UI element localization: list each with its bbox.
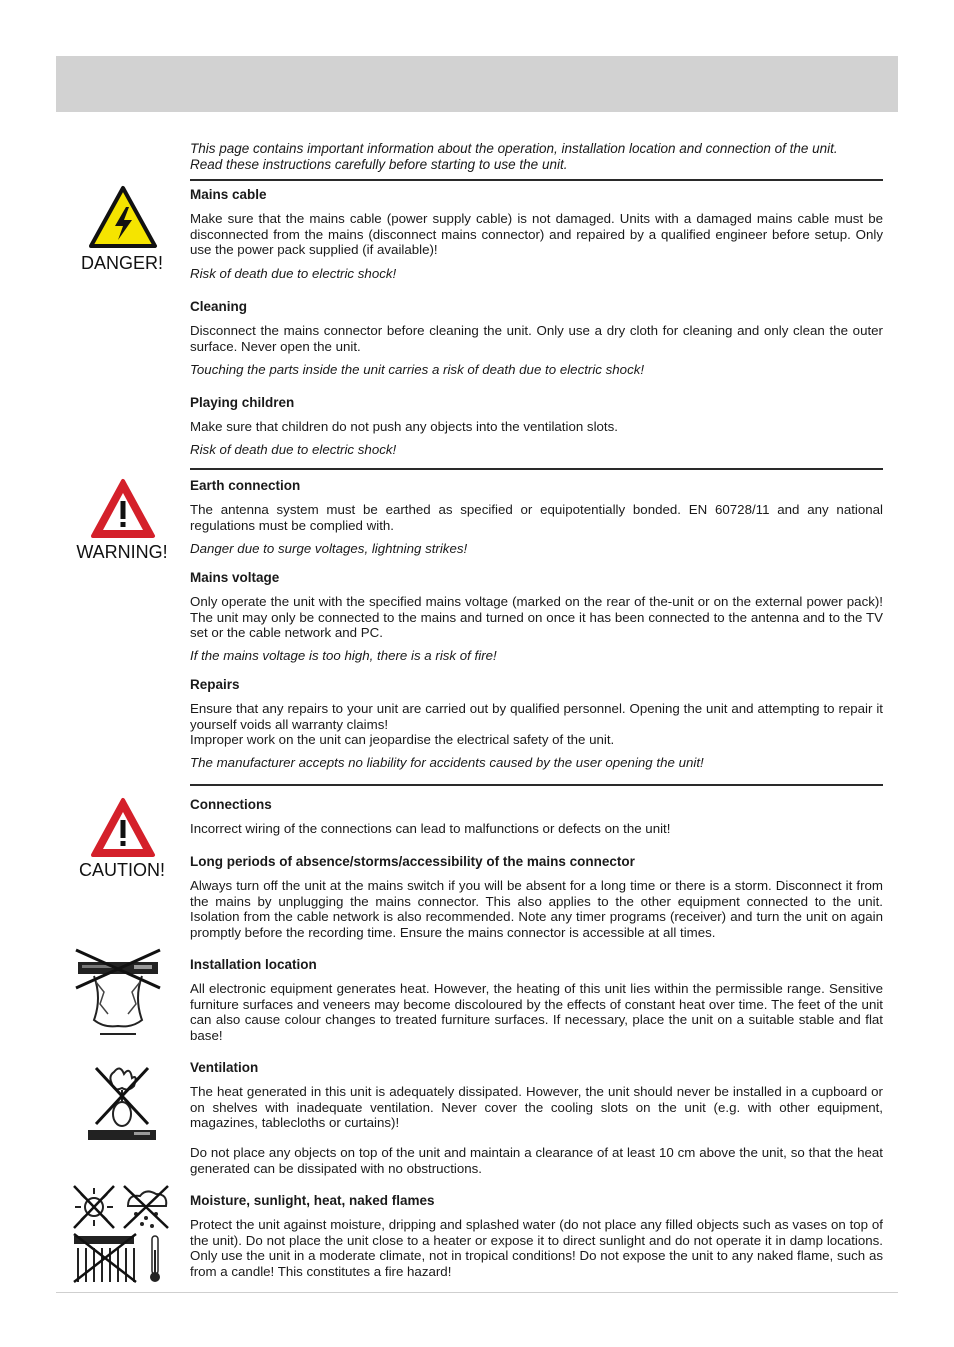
playing-children-note: Risk of death due to electric shock! bbox=[190, 442, 397, 457]
playing-children-heading: Playing children bbox=[190, 395, 295, 410]
installation-location-text: All electronic equipment generates heat. However, the heating of this unit lies within the permissible range. Sensitive furniture surfaces and veneers may become discoloured by the effects of constant heat over time. The feet of the unit can also cause colour changes to treated furniture surfaces. If necessary, place the unit on a suitable stable and flat base! bbox=[190, 981, 883, 1043]
mains-voltage-text: Only operate the unit with the specified mains voltage (marked on the rear of the-unit or on the external power pack)! The unit may only be connected to the mains and turned on once it has been connected to the antenna and to the TV set or the cable network and PC. bbox=[190, 594, 883, 640]
section-divider bbox=[190, 468, 883, 470]
mains-cable-text: Make sure that the mains cable (power supply cable) is not damaged. Units with a damaged mains cable must be disconnected from the mains (disconnect mains connector) and repaired by a qualified engineer before setup. Only use the power pack supplied (if available)! bbox=[190, 211, 883, 257]
playing-children-text: Make sure that children do not push any objects into the ventilation slots. bbox=[190, 419, 618, 434]
earth-connection-text: The antenna system must be earthed as specified or equipotentially bonded. EN 60728/11 and any national regulations must be complied with. bbox=[190, 502, 883, 533]
ventilation-text-2: Do not place any objects on top of the unit and maintain a clearance of at least 10 cm above the unit, so that the heat generated can be dissipated with no obstructions. bbox=[190, 1145, 883, 1176]
cleaning-note: Touching the parts inside the unit carries a risk of death due to electric shock! bbox=[190, 362, 645, 377]
mains-voltage-note: If the mains voltage is too high, there is a risk of fire! bbox=[190, 648, 497, 663]
danger-label: DANGER! bbox=[80, 253, 163, 273]
header-bar bbox=[56, 56, 898, 112]
cleaning-heading: Cleaning bbox=[190, 299, 248, 314]
warning-label: WARNING! bbox=[76, 542, 168, 562]
intro-text bbox=[190, 141, 883, 172]
long-periods-text: Always turn off the unit at the mains switch if you will be absent for a long time or there is a storm. Disconnect it from the mains by unplugging the mains connector. This also applies to the other equipment connected to the unit. Isolation from the cable network is also recommended. Note any timer programs (receiver) and turn the unit on again promptly before the recording time. Ensure the mains connector is accessible at all times. bbox=[190, 878, 883, 940]
repairs-heading: Repairs bbox=[190, 677, 240, 692]
no-sun-moisture-heat-icon bbox=[72, 1184, 172, 1284]
installation-location-heading: Installation location bbox=[190, 957, 317, 972]
connections-text: Incorrect wiring of the connections can lead to malfunctions or defects on the unit! bbox=[190, 821, 671, 836]
no-soft-surface-icon bbox=[74, 948, 162, 1040]
repairs-text-2: Improper work on the unit can jeopardise the electrical safety of the unit. bbox=[190, 732, 615, 747]
section-divider bbox=[190, 179, 883, 181]
repairs-text-1: Ensure that any repairs to your unit are carried out by qualified personnel. Opening the unit and attempting to repair it yourself voids all warranty claims! bbox=[190, 701, 883, 732]
exclamation-warning-icon bbox=[90, 478, 156, 540]
cleaning-text: Disconnect the mains connector before cleaning the unit. Only use a dry cloth for cleaning and only clean the outer surface. Never open the unit. bbox=[190, 323, 883, 354]
no-objects-on-unit-icon bbox=[84, 1062, 160, 1146]
ventilation-heading: Ventilation bbox=[190, 1060, 259, 1075]
mains-voltage-heading: Mains voltage bbox=[190, 570, 280, 585]
mains-cable-heading: Mains cable bbox=[190, 187, 267, 202]
ventilation-text-1: The heat generated in this unit is adequately dissipated. However, the unit should never be installed in a cupboard or on shelves with inadequate ventilation. Never cover the cooling slots on the unit (e.g. with other equipment, magazines, tablecloths or curtains)! bbox=[190, 1084, 883, 1130]
earth-connection-note: Danger due to surge voltages, lightning strikes! bbox=[190, 541, 468, 556]
moisture-text: Protect the unit against moisture, dripping and splashed water (do not place any filled objects such as vases on top of the unit). Do not place the unit close to a heater or expose it to direct sunlight and do not operate it in damp locations. Only use the unit in a moderate climate, not in tropical conditions! Do not expose the unit to any naked flame, such as from a candle! This constitutes a fire hazard! bbox=[190, 1217, 883, 1279]
moisture-heading: Moisture, sunlight, heat, naked flames bbox=[190, 1193, 435, 1208]
section-divider bbox=[190, 784, 883, 786]
exclamation-caution-icon bbox=[90, 797, 156, 859]
mains-cable-note: Risk of death due to electric shock! bbox=[190, 266, 397, 281]
connections-heading: Connections bbox=[190, 797, 272, 812]
earth-connection-heading: Earth connection bbox=[190, 478, 301, 493]
long-periods-heading: Long periods of absence/storms/accessibility of the mains connector bbox=[190, 854, 635, 869]
caution-label: CAUTION! bbox=[78, 860, 165, 880]
high-voltage-warning-icon bbox=[88, 185, 158, 249]
footer-divider bbox=[56, 1292, 898, 1293]
intro-line-1: This page contains important information about the operation, installation location and connection of the unit. bbox=[190, 141, 838, 156]
intro-line-2: Read these instructions carefully before starting to use the unit. bbox=[190, 156, 568, 172]
repairs-note: The manufacturer accepts no liability for accidents caused by the user opening the unit! bbox=[190, 755, 704, 770]
